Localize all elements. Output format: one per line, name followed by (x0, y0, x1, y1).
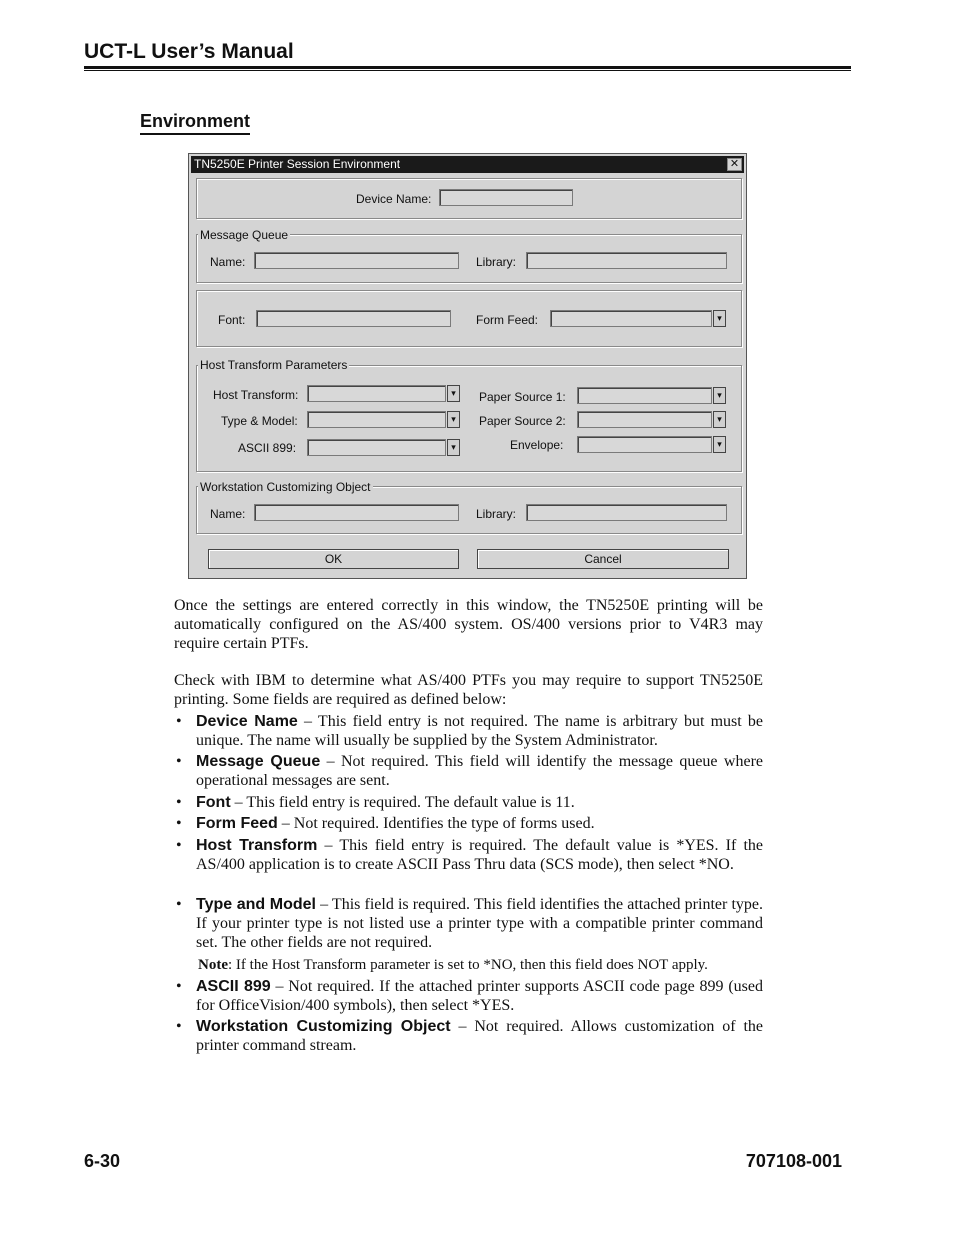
mq-name-input[interactable] (254, 252, 459, 269)
chevron-down-icon[interactable]: ▾ (447, 411, 460, 428)
paper-source-2-select[interactable] (577, 411, 712, 428)
device-name-label: Device Name: (356, 192, 432, 206)
chevron-down-icon[interactable]: ▾ (447, 385, 460, 402)
term: Form Feed (196, 815, 278, 832)
term: Workstation Customizing Object (196, 1018, 451, 1035)
type-model-label: Type & Model: (221, 414, 298, 428)
document-number: 707108-001 (745, 1151, 842, 1171)
wco-library-label: Library: (476, 507, 517, 521)
mq-name-label: Name: (210, 255, 246, 269)
paper-source-1-select[interactable] (577, 387, 712, 404)
envelope-select[interactable] (577, 436, 712, 453)
wco-library-input[interactable] (526, 504, 727, 521)
type-model-select[interactable] (307, 411, 446, 428)
chevron-down-icon[interactable]: ▾ (713, 310, 726, 327)
font-input[interactable] (256, 310, 451, 327)
ascii-899-select[interactable] (307, 439, 446, 456)
cancel-button[interactable]: Cancel (477, 549, 729, 569)
message-queue-group-label: Message Queue (200, 228, 289, 242)
note-label: Note (198, 957, 228, 973)
host-transform-label: Host Transform: (213, 388, 299, 402)
dialog-title: TN5250E Printer Session Environment (194, 157, 401, 171)
wco-name-label: Name: (210, 507, 246, 521)
header-rule-thin (84, 70, 851, 71)
dialog-titlebar[interactable] (191, 156, 744, 173)
manual-title: UCT-L User’s Manual (84, 40, 294, 63)
term: Message Queue (196, 753, 321, 770)
chevron-down-icon[interactable]: ▾ (447, 439, 460, 456)
host-transform-select[interactable] (307, 385, 446, 402)
envelope-label: Envelope: (510, 438, 564, 452)
ascii-899-label: ASCII 899: (238, 441, 297, 455)
paper-source-1-label: Paper Source 1: (479, 390, 566, 404)
term: Host Transform (196, 837, 318, 854)
form-feed-label: Form Feed: (476, 313, 539, 327)
mq-library-label: Library: (476, 255, 517, 269)
term: Type and Model (196, 896, 316, 913)
workstation-group-label: Workstation Customizing Object (200, 480, 371, 494)
note-text: : If the Host Transform parameter is set to *NO, then this field does NOT apply. (228, 957, 708, 973)
ptf-paragraph: Check with IBM to determine what AS/400 PTFs you may require to support TN5250E printing. Some fields are required as defined below: (174, 672, 763, 708)
chevron-down-icon[interactable]: ▾ (713, 436, 726, 453)
ok-button[interactable]: OK (208, 549, 459, 569)
printer-session-dialog (188, 153, 747, 579)
term: Font (196, 794, 231, 811)
form-feed-select[interactable] (550, 310, 712, 327)
term: ASCII 899 (196, 978, 271, 995)
wco-name-input[interactable] (254, 504, 459, 521)
term: Device Name (196, 713, 298, 730)
section-title: Environment (140, 111, 250, 135)
device-name-input[interactable] (439, 189, 573, 206)
mq-library-input[interactable] (526, 252, 727, 269)
intro-paragraph: Once the settings are entered correctly in this window, the TN5250E printing will be automatically configured on the AS/400 system. OS/400 versions prior to V4R3 may require certain PTFs. (174, 597, 763, 652)
page-number: 6-30 (84, 1151, 121, 1171)
close-icon[interactable]: ✕ (727, 158, 742, 171)
header-rule (84, 66, 851, 69)
note (198, 956, 763, 975)
host-transform-group-label: Host Transform Parameters (200, 358, 348, 372)
paper-source-2-label: Paper Source 2: (479, 414, 566, 428)
font-label: Font: (218, 313, 246, 327)
chevron-down-icon[interactable]: ▾ (713, 387, 726, 404)
chevron-down-icon[interactable]: ▾ (713, 411, 726, 428)
